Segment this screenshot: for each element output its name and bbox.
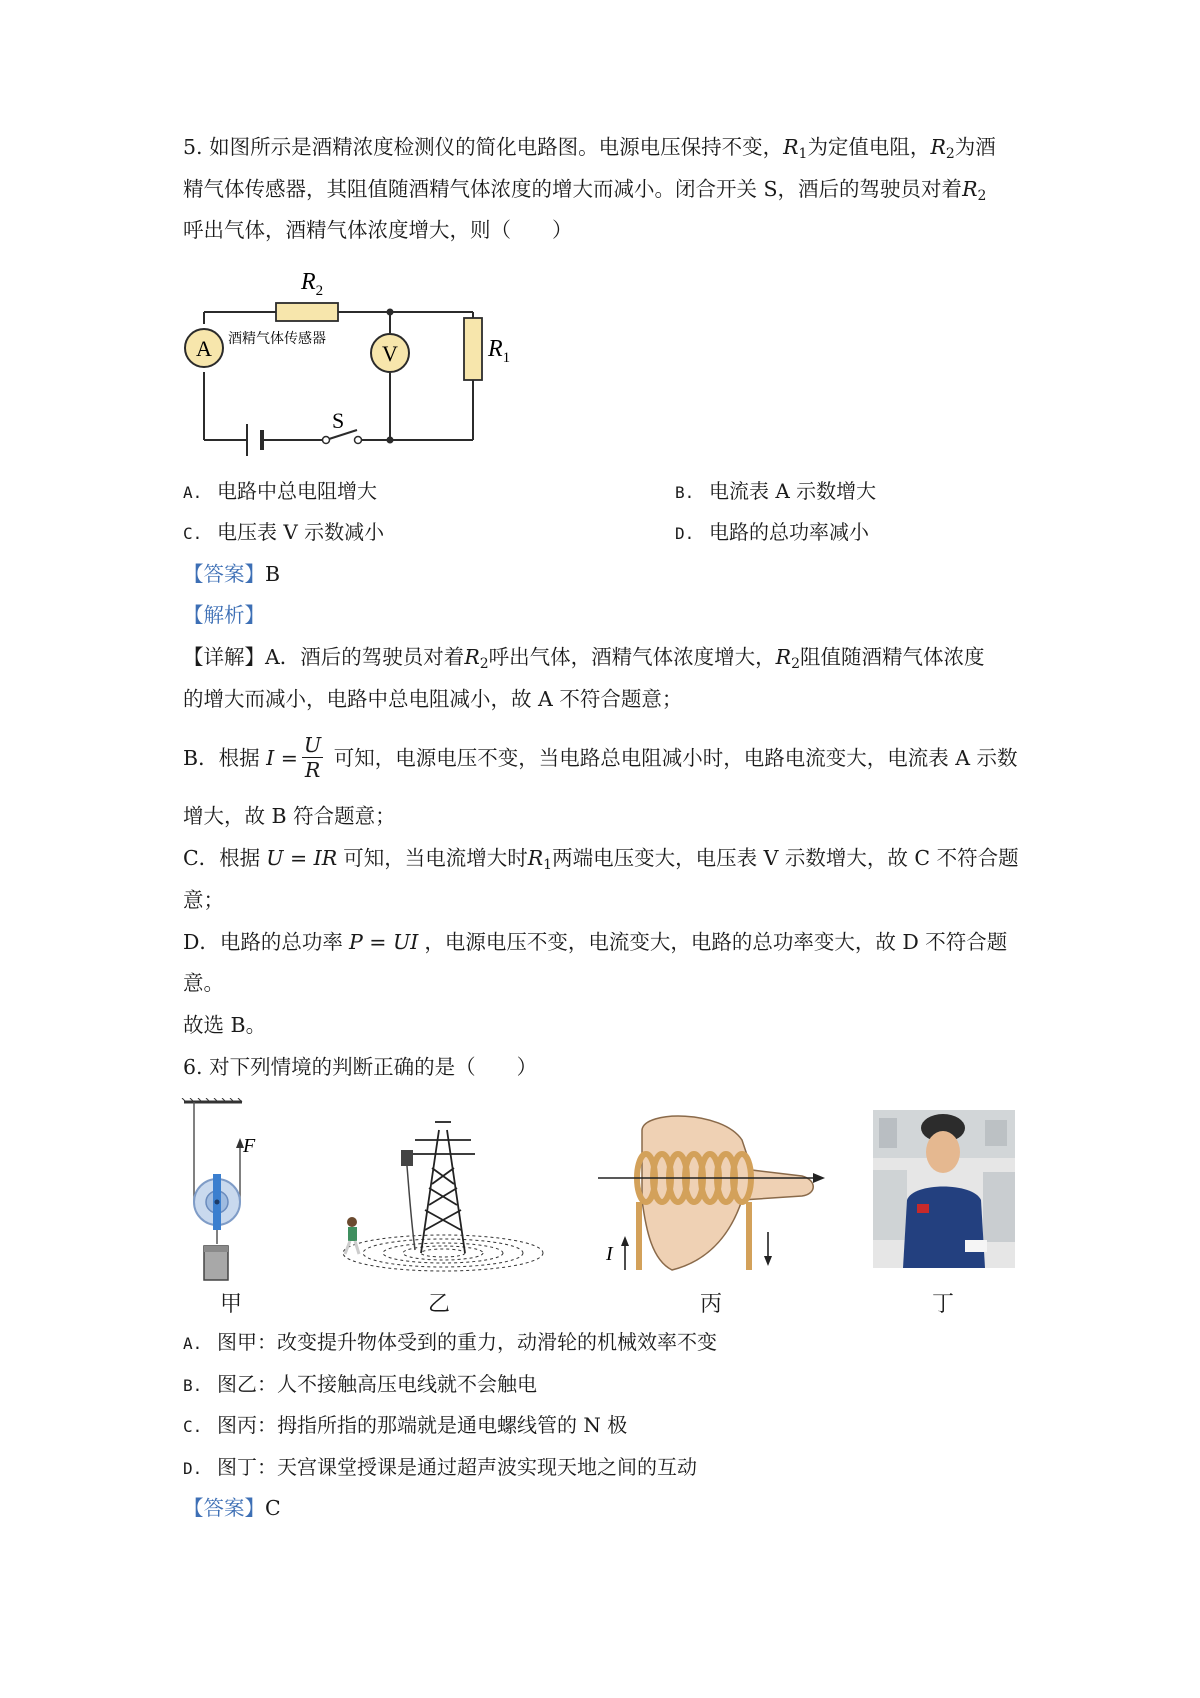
q5-detail-c-line2: 意； bbox=[183, 888, 224, 912]
q5-option-c[interactable] bbox=[183, 518, 384, 548]
switch-contact bbox=[355, 437, 362, 444]
detail-text: 【详解】A．酒后的驾驶员对着 bbox=[183, 645, 465, 669]
junction-dot bbox=[387, 437, 394, 444]
voltmeter-label: V bbox=[382, 341, 398, 366]
current-label: I bbox=[606, 1243, 613, 1265]
r2-subscript: 2 bbox=[977, 188, 987, 204]
option-key: A. bbox=[183, 1334, 203, 1353]
option-text: 图甲：改变提升物体受到的重力，动滑轮的机械效率不变 bbox=[217, 1330, 717, 1354]
q5-detail-b-line2: 增大，故 B 符合题意； bbox=[183, 804, 396, 828]
q6-answer bbox=[183, 1494, 281, 1522]
ammeter-label: A bbox=[196, 336, 212, 361]
detail-text: 阻值随酒精气体浓度 bbox=[800, 645, 985, 669]
q5-conclusion: 故选 B。 bbox=[183, 1013, 267, 1037]
detail-text: 呼出气体，酒精气体浓度增大， bbox=[488, 645, 776, 669]
q5-analysis-tag: 【解析】 bbox=[183, 603, 265, 627]
q6-option-b[interactable] bbox=[183, 1370, 537, 1400]
r1-subscript: 1 bbox=[798, 146, 808, 162]
detail-text: C．根据 bbox=[183, 846, 261, 870]
option-text: 电路的总功率减小 bbox=[709, 520, 869, 544]
detail-text: 可知，电源电压不变，当电路总电阻减小时，电路电流变大，电流表 A 示数 bbox=[333, 746, 1018, 770]
q5-detail-c-line1 bbox=[183, 844, 1019, 879]
option-text: 电压表 V 示数减小 bbox=[217, 520, 385, 544]
option-key: B. bbox=[675, 483, 695, 502]
q5-detail-b-line1 bbox=[183, 735, 1018, 784]
detail-text: 可知，当电流增大时 bbox=[343, 846, 528, 870]
option-text: 图丙：拇指所指的那端就是通电螺线管的 N 极 bbox=[217, 1413, 628, 1437]
q5-stem-text: 为酒 bbox=[954, 135, 996, 159]
q6-stem: 6. 对下列情境的判断正确的是（ ） bbox=[183, 1055, 538, 1079]
figure-caption-ding: 丁 bbox=[932, 1292, 955, 1317]
q5-stem-text: 5. 如图所示是酒精浓度检测仪的简化电路图。电源电压保持不变， bbox=[183, 135, 784, 159]
figure-caption-bing: 丙 bbox=[700, 1292, 723, 1317]
r1-symbol: R bbox=[527, 846, 544, 870]
r2-symbol: R bbox=[775, 645, 792, 669]
r1-resistor bbox=[464, 318, 482, 380]
r2-symbol: R bbox=[930, 135, 946, 159]
option-key: D. bbox=[675, 524, 695, 543]
detail-text: ，电源电压不变，电流变大，电路的总功率变大，故 D 不符合题 bbox=[424, 930, 1008, 954]
q5-stem-line2 bbox=[183, 175, 986, 210]
q5-detail-a-line2: 的增大而减小，电路中总电阻减小，故 A 不符合题意； bbox=[183, 687, 683, 711]
q5-option-d[interactable] bbox=[675, 518, 869, 548]
answer-value: C bbox=[265, 1496, 281, 1520]
answer-tag: 【答案】 bbox=[183, 1496, 265, 1520]
detail-text: 两端电压变大，电压表 V 示数增大，故 C 不符合题 bbox=[552, 846, 1019, 870]
solenoid-figure bbox=[592, 1110, 832, 1288]
figure-caption-yi: 乙 bbox=[428, 1292, 451, 1317]
r2-subscript: 2 bbox=[479, 656, 489, 672]
option-text: 电路中总电阻增大 bbox=[217, 479, 377, 503]
q6-option-d[interactable] bbox=[183, 1453, 697, 1483]
pulley-figure bbox=[180, 1098, 270, 1284]
r2-subscript: 2 bbox=[945, 146, 955, 162]
r2-subscript: 2 bbox=[791, 656, 801, 672]
option-key: C. bbox=[183, 1417, 203, 1436]
option-key: B. bbox=[183, 1376, 203, 1395]
option-text: 图乙：人不接触高压电线就不会触电 bbox=[217, 1372, 537, 1396]
junction-dot bbox=[387, 309, 394, 316]
fraction-numerator: U bbox=[303, 733, 322, 757]
detail-text: D．电路的总功率 bbox=[183, 930, 343, 954]
q5-stem-text: 为定值电阻， bbox=[807, 135, 931, 159]
q5-option-a[interactable] bbox=[183, 477, 377, 507]
q5-detail-d-line2: 意。 bbox=[183, 971, 224, 995]
sensor-label: 酒精气体传感器 bbox=[228, 332, 326, 347]
circuit-diagram bbox=[170, 262, 510, 462]
r1-label: $R_1$ bbox=[488, 336, 510, 366]
fraction-denominator: R bbox=[304, 758, 321, 782]
q5-stem-text: 精气体传感器，其阻值随酒精气体浓度的增大而减小。闭合开关 S，酒后的驾驶员对着 bbox=[183, 177, 963, 201]
astronaut-photo bbox=[873, 1110, 1015, 1268]
q5-detail-a-line1 bbox=[183, 643, 985, 678]
q5-answer bbox=[183, 560, 280, 588]
r2-label: $R_2$ bbox=[301, 269, 324, 299]
formula-lhs: I = bbox=[266, 746, 298, 770]
tower-figure bbox=[325, 1110, 545, 1286]
option-text: 图丁：天宫课堂授课是通过超声波实现天地之间的互动 bbox=[217, 1455, 697, 1479]
q5-stem-line3: 呼出气体，酒精气体浓度增大，则（ ） bbox=[183, 218, 573, 242]
option-key: A. bbox=[183, 483, 203, 502]
figure-caption-jia: 甲 bbox=[220, 1292, 243, 1317]
q5-stem-line1 bbox=[183, 133, 996, 168]
answer-value: B bbox=[265, 562, 281, 586]
r1-symbol: R bbox=[783, 135, 799, 159]
switch-contact bbox=[323, 437, 330, 444]
r2-symbol: R bbox=[464, 645, 480, 669]
r2-resistor bbox=[276, 303, 338, 321]
q5-option-b[interactable] bbox=[675, 477, 876, 507]
option-key: D. bbox=[183, 1459, 203, 1478]
detail-text: B．根据 bbox=[183, 746, 260, 770]
force-label: F bbox=[243, 1135, 256, 1157]
r1-subscript: 1 bbox=[543, 857, 553, 873]
answer-tag: 【答案】 bbox=[183, 562, 265, 586]
switch-label: S bbox=[332, 408, 345, 433]
r2-symbol: R bbox=[962, 177, 978, 201]
formula: U = IR bbox=[266, 846, 338, 870]
fraction bbox=[302, 733, 323, 782]
option-text: 电流表 A 示数增大 bbox=[709, 479, 877, 503]
q6-option-a[interactable] bbox=[183, 1328, 717, 1358]
formula: P = UI bbox=[348, 930, 419, 954]
q5-detail-d-line1 bbox=[183, 928, 1007, 956]
q6-option-c[interactable] bbox=[183, 1411, 627, 1441]
option-key: C. bbox=[183, 524, 203, 543]
